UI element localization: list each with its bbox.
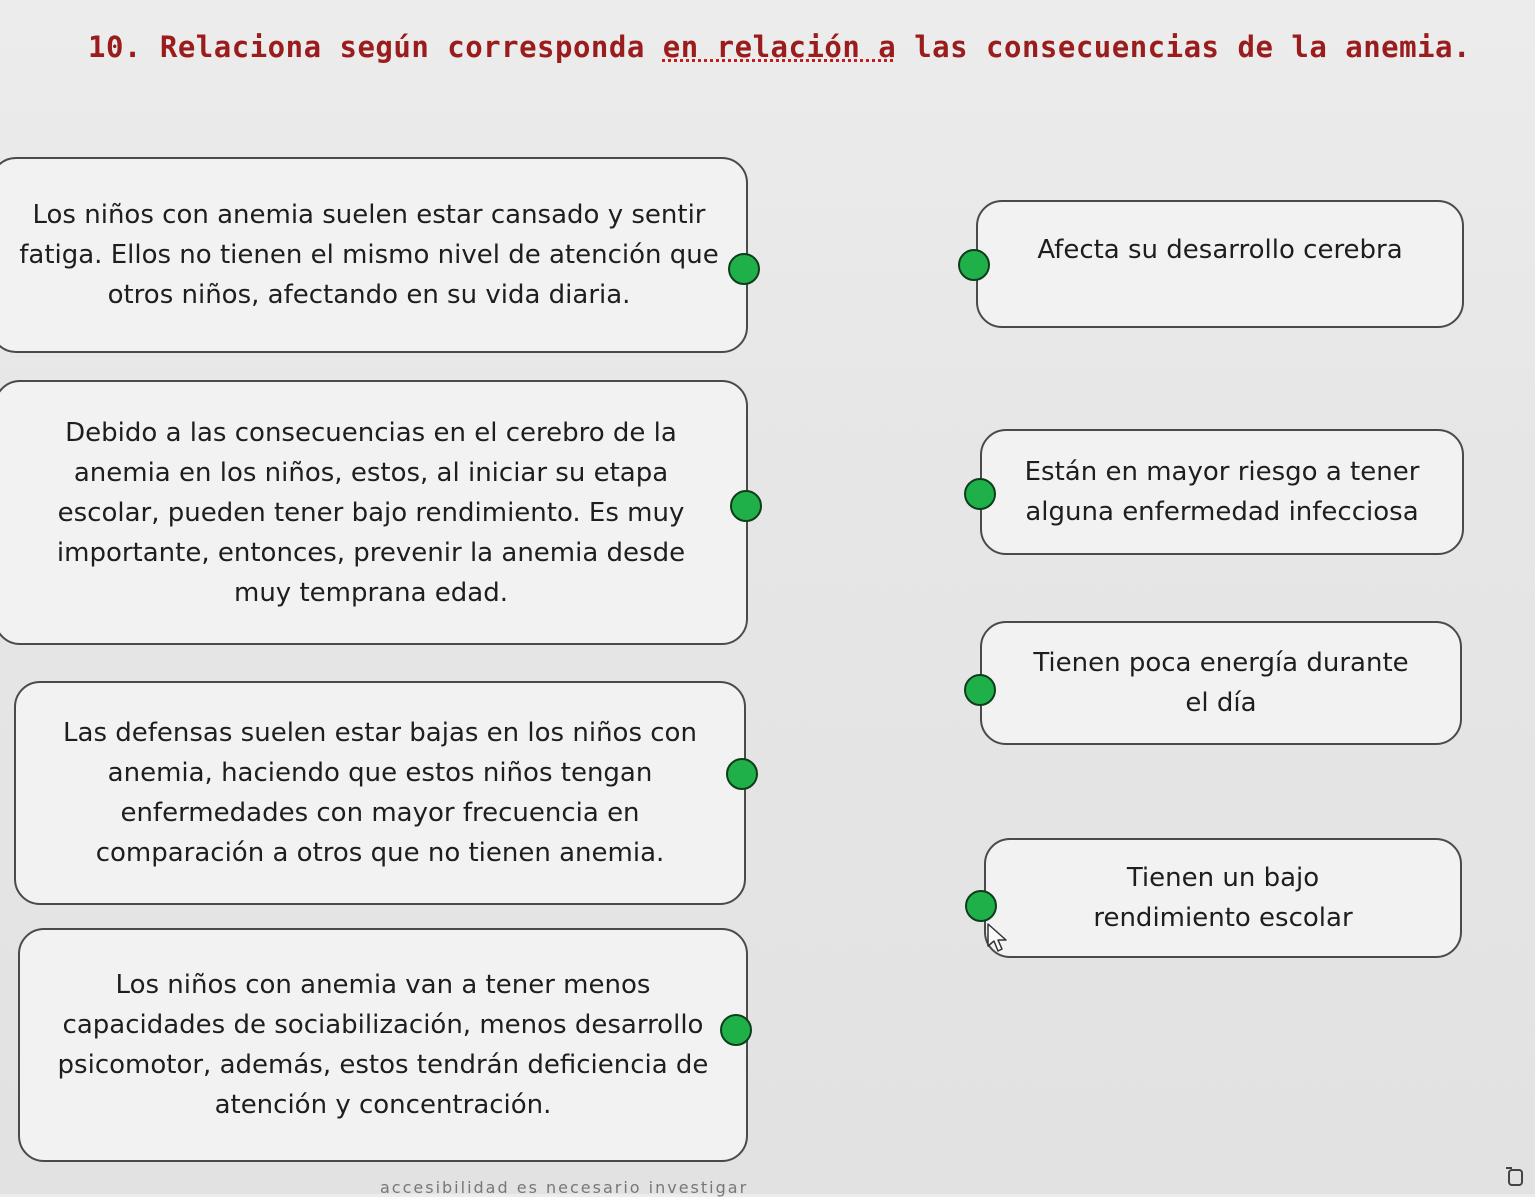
left-item-1-text: Los niños con anemia suelen estar cansado y sentir fatiga. Ellos no tienen el mismo nivel de atención que otros niños, afectando en su vida diaria. [19,200,719,310]
question-title [88,30,1488,64]
right-item-1 [976,200,1464,328]
right-item-2 [980,429,1464,555]
right-item-4 [984,838,1462,958]
right-connector-dot-2[interactable] [964,478,996,510]
right-connector-dot-3[interactable] [964,674,996,706]
right-item-3-text: Tienen poca energía durante el día [1033,648,1409,718]
pointer-cursor-icon [985,922,1011,954]
corner-icon [1504,1166,1526,1188]
left-connector-dot-4[interactable] [720,1014,752,1046]
right-item-4-text: Tienen un bajo rendimiento escolar [1093,863,1353,933]
right-connector-dot-1[interactable] [958,249,990,281]
right-connector-dot-4[interactable] [965,890,997,922]
right-item-2-text: Están en mayor riesgo a tener alguna enfermedad infecciosa [1024,457,1420,527]
footer-text: accesibilidad es necesario investigar [380,1178,749,1197]
left-connector-dot-3[interactable] [726,758,758,790]
question-text-end: las consecuencias de la anemia. [896,30,1471,64]
left-item-2 [0,380,748,645]
question-number: 10. [88,30,142,64]
left-connector-dot-2[interactable] [730,490,762,522]
left-item-4 [18,928,748,1162]
question-text-underlined: en relación a [662,30,897,64]
left-item-3 [14,681,746,905]
left-connector-dot-1[interactable] [728,253,760,285]
right-item-3 [980,621,1462,745]
left-item-1 [0,157,748,353]
right-item-1-text: Afecta su desarrollo cerebra [1037,235,1403,265]
left-item-4-text: Los niños con anemia van a tener menos capacidades de sociabilización, menos desarrollo psicomotor, además, estos tendrán deficiencia de atención y concentración. [57,970,709,1120]
left-item-2-text: Debido a las consecuencias en el cerebro de la anemia en los niños, estos, al iniciar su etapa escolar, pueden tener bajo rendimiento. Es muy importante, entonces, prevenir la anemia desde muy temprana edad. [56,417,686,608]
left-item-3-text: Las defensas suelen estar bajas en los niños con anemia, haciendo que estos niños tengan enfermedades con mayor frecuencia en comparación a otros que no tienen anemia. [63,718,697,868]
question-text-start: Relaciona según corresponda [159,30,663,64]
